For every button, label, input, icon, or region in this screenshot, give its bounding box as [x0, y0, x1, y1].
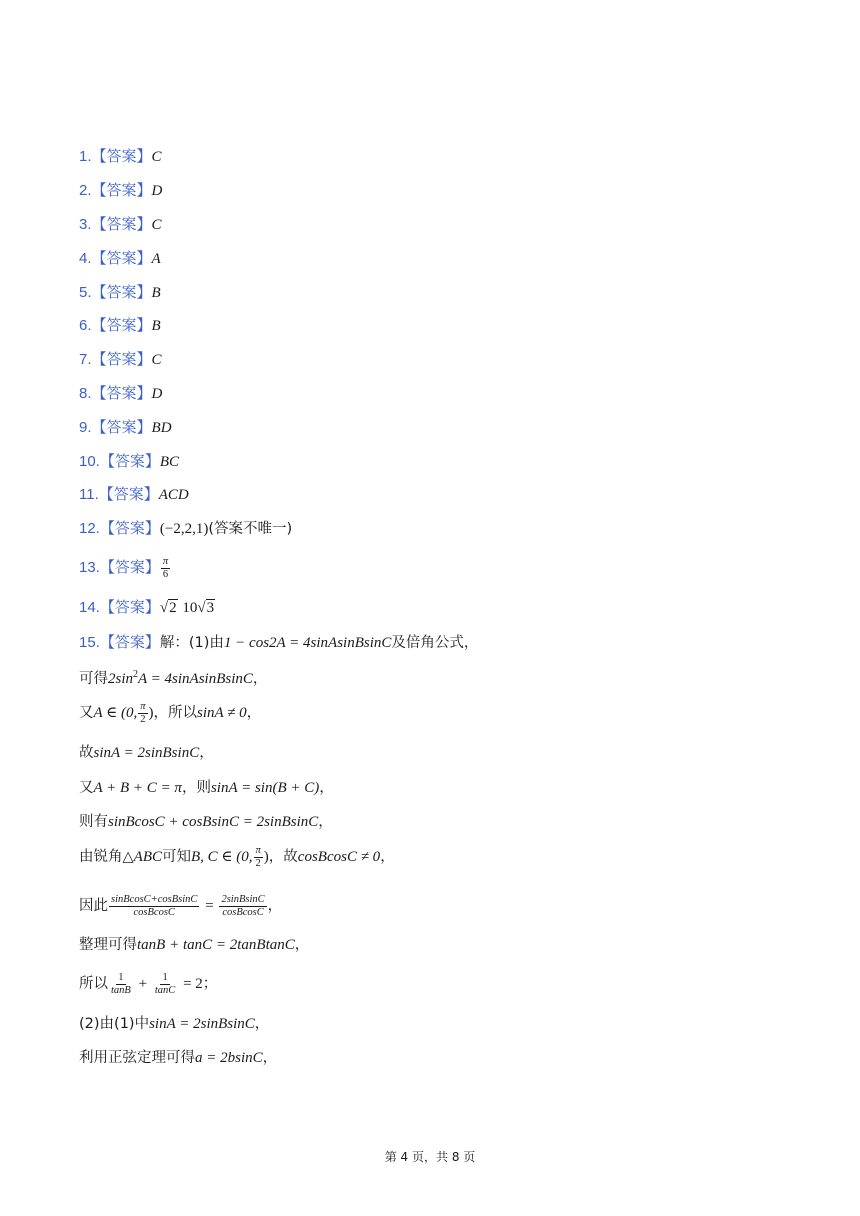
punctuation: ； — [202, 976, 218, 992]
plus-sign: + — [138, 976, 148, 992]
solution-text: 可知 — [162, 849, 191, 865]
solution-line-7 — [79, 844, 395, 870]
punctuation: ， — [252, 671, 268, 687]
answer-tag: 【答案】 — [91, 351, 152, 368]
answer-tag: 【答案】 — [99, 453, 160, 470]
question-number: 4. — [79, 250, 92, 267]
solution-line-5 — [79, 777, 334, 798]
answer-tag: 【答案】 — [91, 216, 152, 233]
solution-line-8 — [79, 891, 282, 920]
solution-text: 由锐角△ — [79, 849, 134, 865]
solution-text: 所以 — [79, 976, 108, 992]
question-number: 15. — [79, 634, 100, 651]
question-number: 3. — [79, 216, 92, 233]
answer-tag: 【答案】 — [99, 634, 160, 651]
math-expression: B, C ∈ (0, — [191, 849, 253, 865]
question-number: 12. — [79, 520, 100, 537]
math-expression: = 2 — [183, 976, 203, 992]
answer-tag: 【答案】 — [99, 520, 160, 537]
math-expression: ABC — [133, 849, 162, 865]
solution-text: ，故 — [268, 849, 298, 865]
answer-tag: 【答案】 — [91, 317, 152, 334]
solution-text: 因此 — [79, 898, 108, 914]
answer-value: A — [151, 251, 161, 267]
answer-value: (−2,2,1) — [159, 521, 209, 537]
question-number: 9. — [79, 419, 92, 436]
solution-line-9 — [79, 934, 309, 955]
equals-sign: = — [205, 898, 214, 914]
answer-row — [79, 484, 189, 505]
answer-value: D — [151, 183, 163, 199]
math-expression: sinA = sin(B + C) — [210, 780, 320, 796]
answer-value: C — [151, 352, 162, 368]
question-number: 6. — [79, 317, 92, 334]
fraction-denominator: tanC — [154, 984, 176, 996]
solution-line-11 — [79, 1013, 269, 1034]
radicand: 2 — [169, 600, 177, 616]
answer-row-13 — [79, 555, 171, 581]
fraction-numerator: 2sinBsinC — [221, 893, 265, 905]
answer-row-12 — [79, 518, 292, 539]
fraction-numerator: 1 — [118, 971, 124, 983]
fraction-numerator: π — [162, 555, 169, 567]
solution-line-3 — [79, 700, 261, 726]
answer-value: BC — [159, 454, 180, 470]
fraction-denominator: 6 — [162, 568, 169, 580]
answer-row — [79, 214, 162, 235]
answer-tag: 【答案】 — [98, 486, 159, 503]
math-expression: ) — [263, 849, 269, 865]
fraction-denominator: cosBcosC — [222, 906, 264, 918]
answer-fraction — [161, 556, 170, 581]
solution-line-12 — [79, 1047, 277, 1068]
fraction-denominator: cosBcosC — [133, 906, 175, 918]
answer-note: (答案不唯一) — [208, 521, 293, 537]
solution-text: 解：(1)由 — [159, 635, 224, 651]
punctuation: ， — [267, 898, 283, 914]
answer-tag: 【答案】 — [91, 419, 152, 436]
math-expression: 2sin — [108, 671, 134, 687]
solution-text: 及倍角公式， — [391, 635, 479, 651]
solution-text: 又 — [79, 780, 94, 796]
answer-row — [79, 451, 179, 472]
answer-row — [79, 349, 162, 370]
sqrt-expression: √2 — [159, 600, 177, 616]
question-number: 5. — [79, 284, 92, 301]
answer-row-14 — [79, 597, 215, 618]
math-expression: A ∈ (0, — [93, 705, 138, 721]
punctuation: ， — [262, 1050, 278, 1066]
answer-tag: 【答案】 — [99, 559, 160, 576]
math-expression: cosBcosC ≠ 0 — [297, 849, 381, 865]
math-expression: sinBcosC + cosBsinC = 2sinBsinC — [108, 814, 319, 830]
solution-text: 又 — [79, 705, 94, 721]
math-expression: sinA = 2sinBsinC — [93, 745, 200, 761]
punctuation: ， — [199, 745, 214, 761]
punctuation: ， — [318, 814, 333, 830]
answer-row — [79, 146, 162, 167]
answer-row — [79, 417, 172, 438]
fraction — [109, 894, 199, 919]
question-number: 13. — [79, 559, 100, 576]
answer-value: C — [151, 217, 162, 233]
answer-row — [79, 383, 162, 404]
question-number: 14. — [79, 599, 100, 616]
solution-text: 则有 — [79, 814, 108, 830]
math-expression: A + B + C = π — [93, 780, 182, 796]
question-number: 1. — [79, 148, 92, 165]
fraction — [138, 701, 147, 726]
solution-text: (2)由(1)中 — [79, 1016, 150, 1032]
solution-text: 可得 — [79, 671, 108, 687]
fraction — [219, 894, 266, 919]
punctuation: ， — [254, 1016, 270, 1032]
fraction — [153, 972, 177, 997]
answer-row — [79, 248, 161, 269]
answer-value: D — [151, 386, 163, 402]
answer-tag: 【答案】 — [91, 250, 152, 267]
sqrt-expression: √3 — [197, 600, 215, 616]
solution-line-4 — [79, 742, 214, 763]
fraction — [109, 972, 133, 997]
solution-text: 整理可得 — [79, 937, 137, 953]
superscript: 2 — [133, 669, 139, 680]
answer-row — [79, 282, 161, 303]
fraction — [254, 845, 263, 870]
answer-value: B — [151, 318, 161, 334]
punctuation: ， — [294, 937, 310, 953]
answer-row — [79, 315, 161, 336]
answer-tag: 【答案】 — [91, 284, 152, 301]
answer-value: ACD — [158, 487, 189, 503]
question-number: 7. — [79, 351, 92, 368]
solution-line-10 — [79, 969, 217, 998]
answer-tag: 【答案】 — [91, 182, 152, 199]
math-expression: 1 − cos2A = 4sinAsinBsinC — [223, 635, 392, 651]
solution-text: 利用正弦定理可得 — [79, 1050, 195, 1066]
math-expression: ) — [148, 705, 154, 721]
fraction-numerator: π — [255, 844, 261, 856]
fraction-numerator: 1 — [162, 971, 168, 983]
fraction-denominator: 2 — [255, 857, 261, 869]
math-expression: sinA = 2sinBsinC — [149, 1016, 255, 1032]
answer-value: B — [151, 285, 161, 301]
answer-value: BD — [151, 420, 172, 436]
math-expression: A = 4sinAsinBsinC — [138, 671, 253, 687]
coefficient: 10 — [182, 600, 198, 616]
question-number: 2. — [79, 182, 92, 199]
solution-line-2 — [79, 665, 267, 689]
math-expression: tanB + tanC = 2tanBtanC — [137, 937, 295, 953]
fraction-denominator: 2 — [140, 713, 146, 725]
answer-value: C — [151, 149, 162, 165]
answer-tag: 【答案】 — [99, 599, 160, 616]
radicand: 3 — [206, 600, 215, 616]
solution-text: ，所以 — [153, 705, 198, 721]
punctuation: ， — [380, 849, 395, 865]
answer-tag: 【答案】 — [91, 148, 152, 165]
question-number: 10. — [79, 453, 100, 470]
page-footer: 第 4 页，共 8 页 — [384, 1150, 476, 1164]
answer-tag: 【答案】 — [91, 385, 152, 402]
punctuation: ， — [319, 780, 334, 796]
solution-text: 故 — [79, 745, 94, 761]
punctuation: ， — [246, 705, 262, 721]
solution-text: ，则 — [181, 780, 211, 796]
fraction-numerator: sinBcosC+cosBsinC — [111, 893, 198, 905]
solution-line-6 — [79, 811, 333, 832]
answer-row — [79, 180, 162, 201]
question-number: 11. — [79, 486, 99, 503]
question-number: 8. — [79, 385, 92, 402]
answer-row-15 — [79, 632, 478, 653]
fraction-denominator: tanB — [111, 984, 131, 996]
fraction-numerator: π — [140, 700, 146, 712]
math-expression: a = 2bsinC — [195, 1050, 263, 1066]
math-expression: sinA ≠ 0 — [197, 705, 247, 721]
